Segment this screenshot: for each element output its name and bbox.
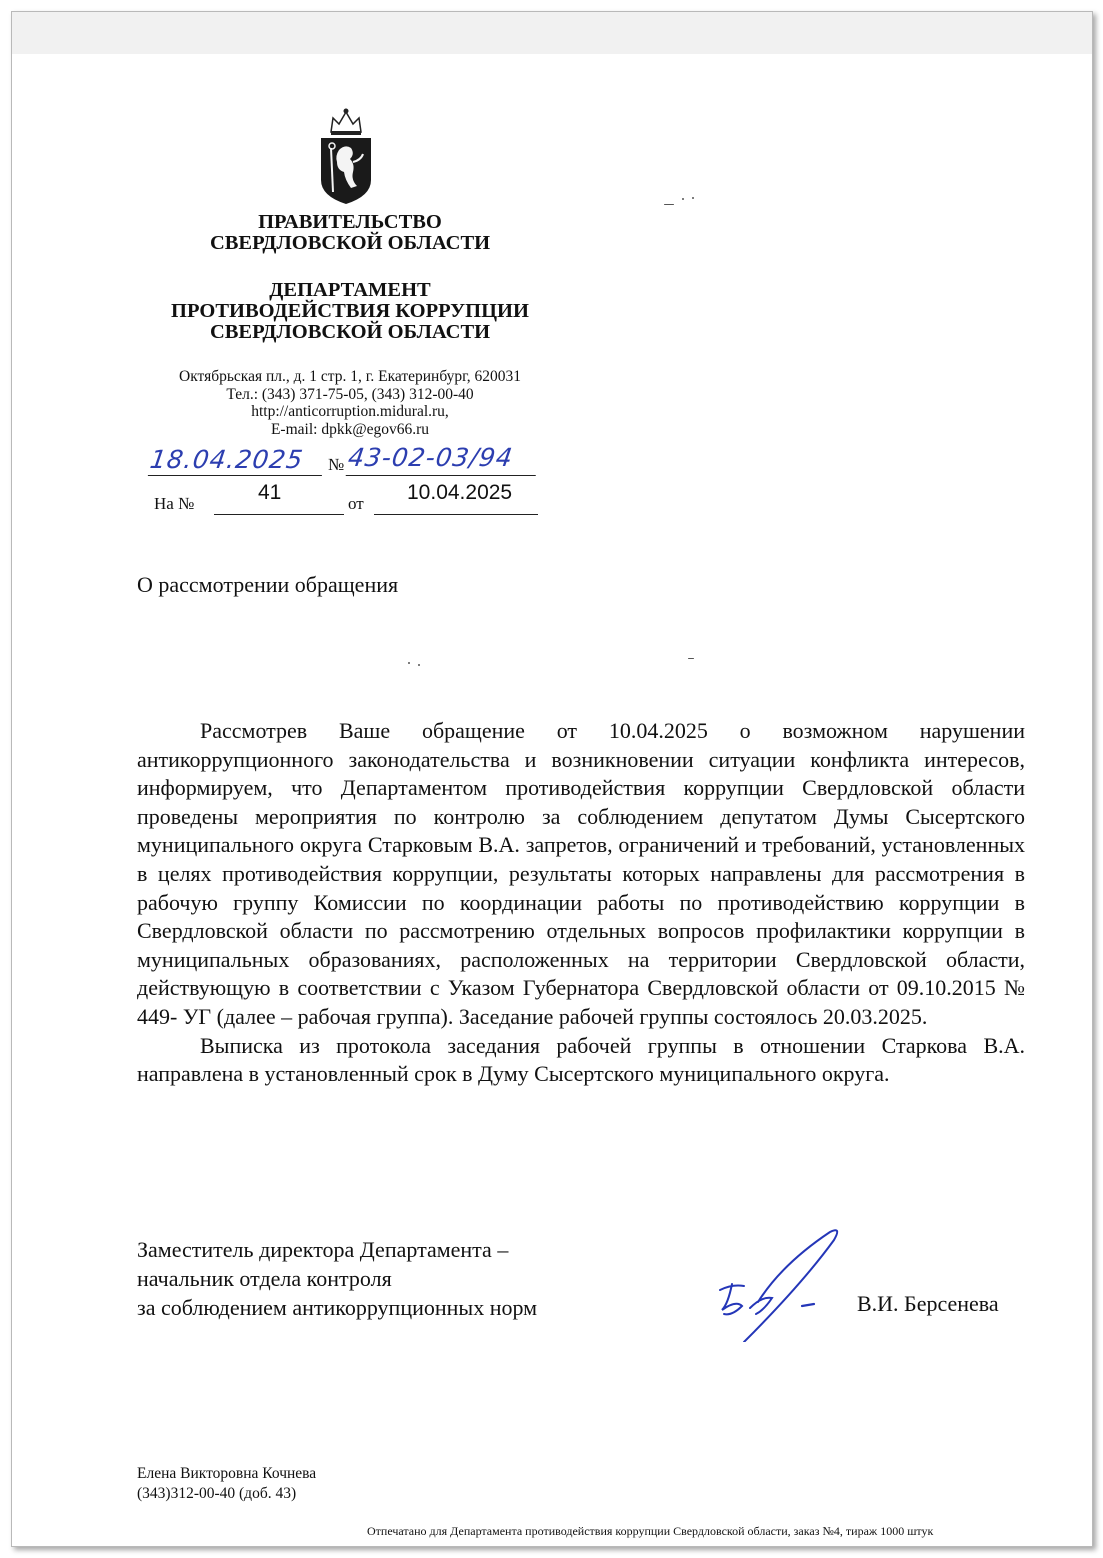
letter-body [137,717,1025,1089]
ref-number-line [214,514,344,515]
signer-position [137,1235,537,1322]
scan-speck [688,658,694,659]
ref-from-label: от [348,494,364,513]
scan-speck [418,664,420,666]
executor-phone: (343)312-00-40 (доб. 43) [137,1485,297,1502]
body-paragraph: Выписка из протокола заседания рабочей группы в отношении Старкова В.А. направлена в установленный срок в Думу Сысертского муниципального округа. [137,1032,1025,1087]
registration-date: 18.04.2025 [148,445,326,476]
government-line: ПРАВИТЕЛЬСТВО [258,211,442,233]
number-label: № [328,455,345,474]
website: http://anticorruption.midural.ru, [251,403,449,420]
print-info: Отпечатано для Департамента противодействия коррупции Свердловской области, заказ №4, тираж 1000 штук [367,1524,934,1538]
executor-name: Елена Викторовна Кочнева [137,1465,317,1482]
registration-number: 43-02-03/94 [346,443,541,476]
coat-of-arms-icon [317,106,375,206]
ref-date-line [374,514,538,515]
subject-line: О рассмотрении обращения [137,572,399,597]
executor-block [137,1464,316,1504]
ref-date: 10.04.2025 [407,481,513,504]
scan-speck [692,197,694,199]
scan-speck [408,662,410,664]
department-name [142,280,558,343]
government-line: СВЕРДЛОВСКОЙ ОБЛАСТИ [209,232,491,254]
scan-speck [682,198,684,200]
document-page [11,11,1093,1547]
email: E-mail: dpkk@egov66.ru [270,420,430,438]
position-line: начальник отдела контроля [137,1266,392,1291]
department-line: ПРОТИВОДЕЙСТВИЯ КОРРУПЦИИ [171,300,529,322]
government-name [142,212,558,254]
ref-label: На № [154,494,195,513]
signer-name: В.И. Берсенева [857,1291,999,1316]
position-line: за соблюдением антикоррупционных норм [137,1295,538,1320]
scan-speck [664,204,674,205]
viewer-top-bar [12,12,1092,54]
position-line: Заместитель директора Департамента – [137,1237,509,1262]
ref-number: 41 [258,481,282,504]
address: Октябрьская пл., д. 1 стр. 1, г. Екатеринбург, 620031 [179,368,521,385]
department-line: СВЕРДЛОВСКОЙ ОБЛАСТИ [209,321,491,343]
department-line: ДЕПАРТАМЕНТ [269,279,431,301]
handwritten-signature-icon [702,1224,862,1342]
contact-block [132,368,568,438]
body-paragraph: Рассмотрев Ваше обращение от 10.04.2025 о возможном нарушении антикоррупционного законодательства и возникновении ситуации конфликта интересов, информируем, что Департаментом противодействия коррупции Свердловской области проведены мероприятия по контролю за соблюдением депутатом Думы Сысертского муниципального округа Старковым В.А. запретов, ограничений и требований, установленных в целях противодействия коррупции, результаты которых направлены для рассмотрения в рабочую группу Комиссии по координации работы по противодействию коррупции в Свердловской области по рассмотрению отдельных вопросов профилактики коррупции в муниципальных образованиях, расположенных на территории Свердловской области, действующую в соответствии с Указом Губернатора Свердловской области от 09.10.2015 № 449- УГ (далее – рабочая группа). Заседание рабочей группы состоялось 20.03.2025. [137,718,1025,1029]
phone: Тел.: (343) 371-75-05, (343) 312-00-40 [226,385,474,403]
